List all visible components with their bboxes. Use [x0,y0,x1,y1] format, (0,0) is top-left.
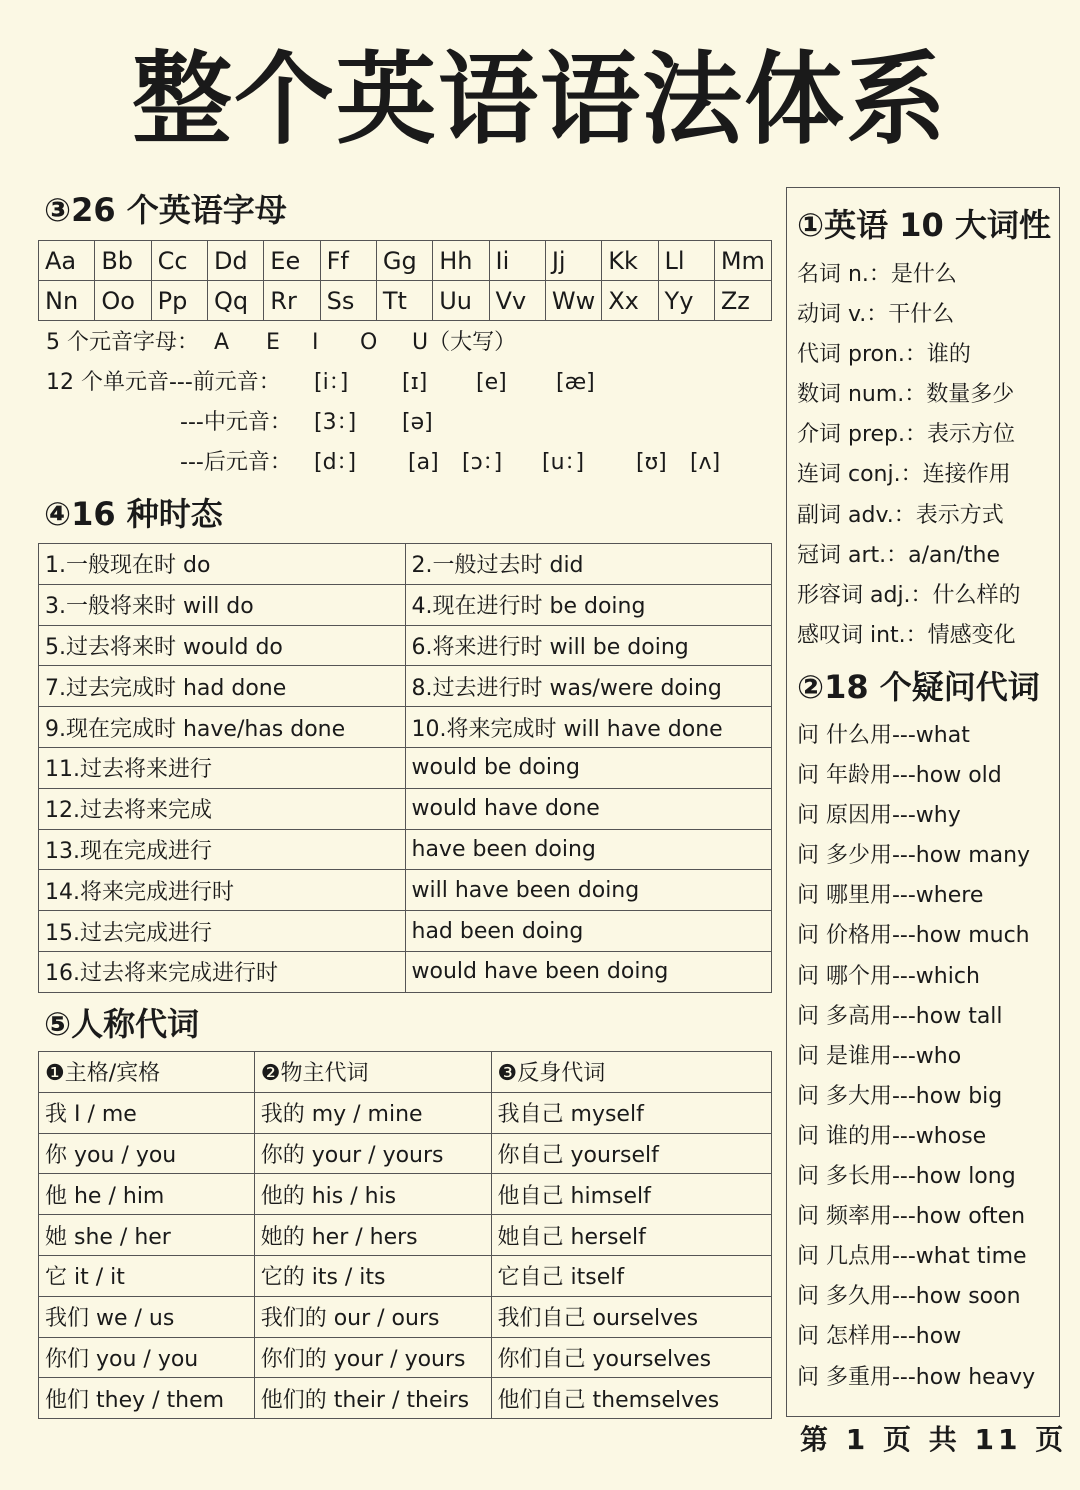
column-header: ❶主格/宾格 [39,1052,255,1093]
vowel-letters-line [46,323,766,363]
letter-cell: Rr [264,281,320,321]
front-vowels-label: 12 个单元音---前元音： [46,370,281,395]
tense-cell: 10.将来完成时 will have done [405,707,772,748]
letter-cell: Vv [489,281,545,321]
phoneme: [d：] [314,450,357,475]
column-header: ❷物主代词 [254,1052,491,1093]
vowel-item: U（大写） [412,330,517,355]
vowel-item: A [214,330,230,355]
list-item: 形容词 adj.：什么样的 [797,582,1021,608]
tense-cell: 13.现在完成进行 [39,829,406,870]
list-item: 问 多少用---how many [797,843,1031,869]
list-item: 问 多大用---how big [797,1083,1003,1109]
letter-cell: Yy [658,281,714,321]
letter-cell: Cc [151,241,207,281]
pronoun-cell: 你的 your / yours [254,1133,491,1174]
pronoun-cell: 她的 her / hers [254,1215,491,1256]
table-header-row [39,1052,772,1093]
pronoun-cell: 它自己 itself [491,1255,771,1296]
tense-cell: would have been doing [405,951,772,992]
tense-cell: 11.过去将来进行 [39,747,406,788]
letter-cell: Zz [714,281,771,321]
alphabet-row-2 [39,281,772,321]
list-item: 问 多久用---how soon [797,1284,1021,1310]
pronouns-heading: ⑤人称代词 [44,1005,200,1043]
pronoun-cell: 你们自己 yourselves [491,1337,771,1378]
table-row [39,544,772,585]
phoneme: [ɪ] [402,370,428,395]
pronouns-table [38,1051,772,1419]
tense-cell: 1.一般现在时 do [39,544,406,585]
back-vowels-line [180,443,766,483]
pronoun-cell: 他的 his / his [254,1174,491,1215]
list-item: 问 多高用---how tall [797,1003,1003,1029]
letter-cell: Ss [320,281,376,321]
pronoun-cell: 我 I / me [39,1092,255,1133]
list-item: 问 频率用---how often [797,1204,1026,1230]
list-item: 问 哪里用---where [797,883,984,909]
letter-cell: Dd [207,241,263,281]
table-row [39,666,772,707]
list-item: 问 多重用---how heavy [797,1364,1036,1390]
tense-cell: 4.现在进行时 be doing [405,584,772,625]
alphabet-table [38,240,772,321]
tense-cell: would have done [405,788,772,829]
letter-cell: Tt [376,281,432,321]
table-row [39,870,772,911]
list-item: 动词 v.：干什么 [797,302,955,328]
phoneme: [ɔ：] [462,450,503,475]
list-item: 问 哪个用---which [797,963,980,989]
list-item: 问 价格用---how much [797,923,1030,949]
table-row [39,951,772,992]
tense-cell: 12.过去将来完成 [39,788,406,829]
vowel-item: E [266,330,280,355]
letter-cell: Bb [95,241,151,281]
pronoun-cell: 它 it / it [39,1255,255,1296]
tenses-table [38,543,772,993]
table-row [39,1133,772,1174]
list-item: 问 多长用---how long [797,1164,1016,1190]
table-row [39,1378,772,1419]
tense-cell: 5.过去将来时 would do [39,625,406,666]
pronoun-cell: 我们 we / us [39,1296,255,1337]
list-item: 介词 prep.：表示方位 [797,422,1016,448]
pronoun-cell: 她 she / her [39,1215,255,1256]
question-words-list [797,716,1035,1398]
pronoun-cell: 他们的 their / theirs [254,1378,491,1419]
tense-cell: 7.过去完成时 had done [39,666,406,707]
tense-cell: 2.一般过去时 did [405,544,772,585]
list-item: 感叹词 int.：情感变化 [797,622,1016,648]
phoneme: [e] [476,370,507,395]
phoneme: [æ] [556,370,595,395]
phoneme: [ə] [402,410,433,435]
table-row [39,1215,772,1256]
letter-cell: Ww [545,281,601,321]
letter-cell: Ee [264,241,320,281]
tense-cell: 16.过去将来完成进行时 [39,951,406,992]
table-row [39,1255,772,1296]
list-item: 名词 n.：是什么 [797,262,957,287]
table-row [39,707,772,748]
tense-cell: 6.将来进行时 will be doing [405,625,772,666]
phoneme: [ʊ] [636,450,667,475]
back-vowels-label: ---后元音： [180,450,292,475]
list-item: 数词 num.：数量多少 [797,382,1015,408]
table-row [39,1092,772,1133]
list-item: 问 年龄用---how old [797,763,1002,789]
letter-cell: Kk [602,241,658,281]
tense-cell: would be doing [405,747,772,788]
pronoun-cell: 我的 my / mine [254,1092,491,1133]
pronoun-cell: 你们的 your / yours [254,1337,491,1378]
tense-cell: have been doing [405,829,772,870]
central-vowels-line [180,403,766,443]
table-row [39,788,772,829]
sidebar-panel [786,187,1060,1417]
pronoun-cell: 他们 they / them [39,1378,255,1419]
letter-cell: Hh [433,241,489,281]
pronoun-cell: 它的 its / its [254,1255,491,1296]
tense-cell: 9.现在完成时 have/has done [39,707,406,748]
list-item: 问 谁的用---whose [797,1123,987,1149]
table-row [39,584,772,625]
tense-cell: had been doing [405,911,772,952]
letter-cell: Nn [39,281,95,321]
front-vowels-line [46,363,766,403]
tenses-heading: ④16 种时态 [44,495,223,533]
letter-cell: Qq [207,281,263,321]
letter-cell: Mm [714,241,771,281]
table-row [39,1337,772,1378]
phoneme: [i：] [314,370,349,395]
letter-cell: Uu [433,281,489,321]
pronoun-cell: 他们自己 themselves [491,1378,771,1419]
list-item: 连词 conj.：连接作用 [797,462,1011,488]
letter-cell: Gg [376,241,432,281]
question-words-heading: ②18 个疑问代词 [797,668,1040,706]
pronoun-cell: 你 you / you [39,1133,255,1174]
page-number: 第 1 页 共 11 页 [800,1423,1068,1456]
pronoun-cell: 他 he / him [39,1174,255,1215]
letter-cell: Oo [95,281,151,321]
tense-cell: 15.过去完成进行 [39,911,406,952]
list-item: 冠词 art.：a/an/the [797,542,1000,568]
letter-cell: Jj [545,241,601,281]
letter-cell: Ff [320,241,376,281]
page-title: 整个英语语法体系 [132,41,948,158]
pronoun-cell: 你自己 yourself [491,1133,771,1174]
table-row [39,829,772,870]
list-item: 问 什么用---what [797,723,970,748]
pronoun-cell: 我自己 myself [491,1092,771,1133]
table-row [39,1174,772,1215]
parts-of-speech-list [797,255,1021,656]
central-vowels-label: ---中元音： [180,410,292,435]
table-row [39,911,772,952]
parts-of-speech-heading: ①英语 10 大词性 [797,206,1051,244]
alphabet-heading: ③26 个英语字母 [44,191,287,229]
table-row [39,747,772,788]
alphabet-row-1 [39,241,772,281]
tense-cell: 3.一般将来时 will do [39,584,406,625]
pronoun-cell: 他自己 himself [491,1174,771,1215]
list-item: 代词 pron.：谁的 [797,342,971,368]
pronoun-cell: 我们自己 ourselves [491,1296,771,1337]
letter-cell: Xx [602,281,658,321]
letter-cell: Pp [151,281,207,321]
table-row [39,1296,772,1337]
pronoun-cell: 她自己 herself [491,1215,771,1256]
vowel-item: O [360,330,378,355]
vowel-letters-label: 5 个元音字母： [46,330,199,355]
list-item: 副词 adv.：表示方式 [797,502,1004,528]
phoneme: [3：] [314,410,357,435]
list-item: 问 原因用---why [797,803,961,829]
column-header: ❸反身代词 [491,1052,771,1093]
list-item: 问 怎样用---how [797,1324,962,1350]
list-item: 问 是谁用---who [797,1043,962,1069]
tense-cell: will have been doing [405,870,772,911]
vowel-item: I [312,330,319,355]
letter-cell: Aa [39,241,95,281]
tense-cell: 8.过去进行时 was/were doing [405,666,772,707]
pronoun-cell: 你们 you / you [39,1337,255,1378]
phoneme: [a] [408,450,439,475]
pronoun-cell: 我们的 our / ours [254,1296,491,1337]
table-row [39,625,772,666]
letter-cell: Ll [658,241,714,281]
phoneme: [ʌ] [690,450,721,475]
letter-cell: Ii [489,241,545,281]
phoneme: [u：] [542,450,585,475]
list-item: 问 几点用---what time [797,1244,1027,1270]
tense-cell: 14.将来完成进行时 [39,870,406,911]
